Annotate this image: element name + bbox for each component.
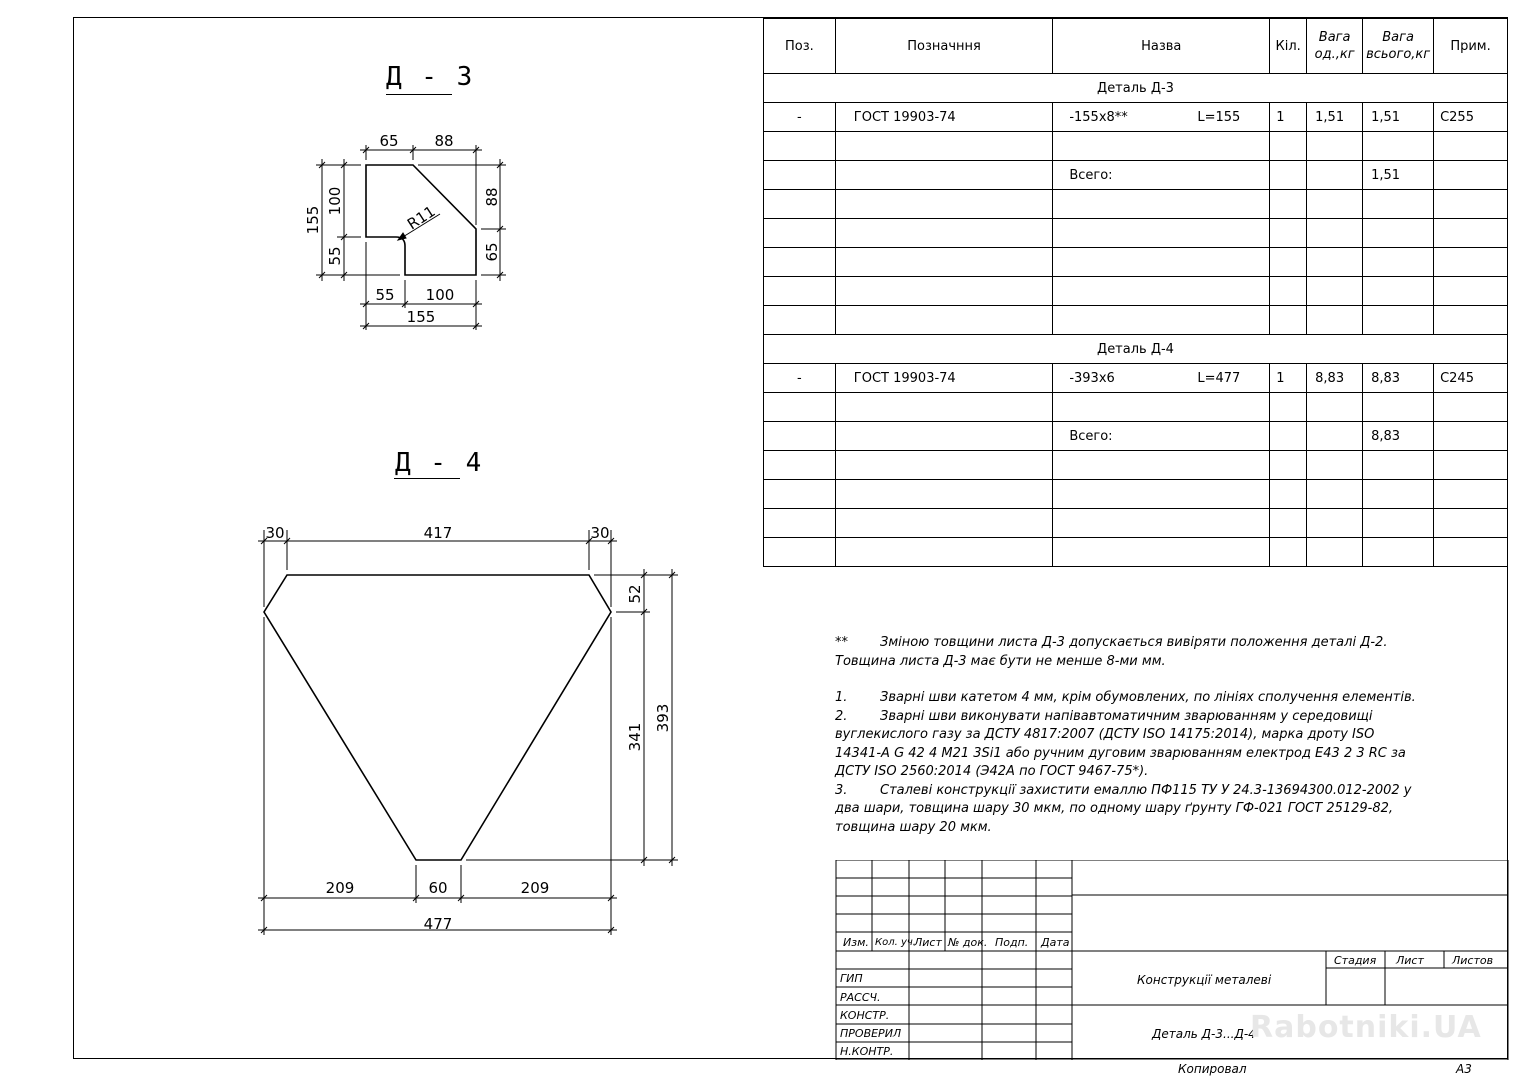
note-3: [835, 782, 1435, 801]
note-2: [835, 708, 1435, 727]
table-row: [764, 509, 1508, 538]
d3-title: Д - 3: [386, 62, 475, 92]
d4-dim-bottom-mid: 60: [428, 879, 448, 897]
d3-title-underline: [386, 94, 452, 95]
note-1-text: Зварні шви катетом 4 мм, крім обумовлених, по лініях сполучення елементів.: [880, 690, 1416, 705]
d4-dim-bottom-right: 209: [520, 879, 550, 897]
header-weight-unit-line1: Вага: [1318, 30, 1351, 45]
d4-outline: [264, 575, 611, 860]
header-weight-total: [1363, 19, 1434, 74]
d4-dim-right-inner: 341: [626, 722, 644, 752]
note-1-num: 1.: [835, 690, 848, 705]
d4-drawing: [250, 515, 690, 940]
table-row: [764, 248, 1508, 277]
section-title-row: [764, 74, 1508, 103]
cell-weight-total: 1,51: [1363, 103, 1434, 132]
d4-dim-right-top: 52: [626, 584, 644, 604]
table-row: [764, 364, 1508, 393]
d3-dim-right-upper: 88: [483, 187, 501, 207]
total-label: Всего:: [1053, 161, 1270, 190]
watermark-logo: Rabotniki.UA: [1250, 1010, 1482, 1045]
total-value: 8,83: [1363, 422, 1434, 451]
cell-designation: ГОСТ 19903-74: [835, 364, 1053, 393]
header-note: Прим.: [1434, 19, 1508, 74]
stamp-col-izm: Изм.: [843, 936, 869, 949]
cell-name-text: -155x8**: [1069, 109, 1128, 125]
cell-length: L=155: [1197, 109, 1241, 125]
d3-dim-bottom-left: 55: [375, 286, 395, 304]
stamp-col-kol-uch: Кол. уч.: [875, 937, 916, 948]
spec-header-row: [764, 19, 1508, 74]
stamp-stage-label: Стадия: [1334, 954, 1377, 967]
note-3-line3: товщина шару 20 мкм.: [835, 819, 992, 835]
cell-weight-total: 8,83: [1363, 364, 1434, 393]
cell-pos: -: [764, 103, 836, 132]
stamp-role-proveril: ПРОВЕРИЛ: [840, 1027, 902, 1040]
section-title-d3: Деталь Д-3: [764, 74, 1508, 103]
d3-dim-left-upper: 100: [326, 186, 344, 216]
header-weight-total-line2: всього,кг: [1366, 47, 1431, 62]
table-row: [764, 306, 1508, 335]
d4-title: Д - 4: [395, 448, 484, 478]
stamp-role-konstr: КОНСТР.: [840, 1009, 890, 1022]
note-3-line2: два шари, товщина шару 30 мкм, по одному шару ґрунту ГФ-021 ГОСТ 25129-82,: [835, 801, 1394, 816]
note-3-line1: Сталеві конструкції захистити емаллю ПФ115 ТУ У 24.3-13694300.012-2002 у: [880, 782, 1412, 798]
header-weight-total-line1: Вага: [1382, 30, 1414, 45]
header-qty: Кіл.: [1270, 19, 1307, 74]
header-pos: Поз.: [764, 19, 836, 74]
table-row: [764, 480, 1508, 509]
d3-dim-bottom-total: 155: [406, 308, 436, 326]
specification-table: [763, 18, 1508, 567]
d3-drawing: [295, 125, 525, 335]
d3-radius-label: R11: [403, 202, 439, 234]
stamp-col-list: Лист: [914, 936, 942, 949]
general-notes: [835, 634, 1435, 837]
stamp-role-gip: ГИП: [840, 972, 863, 985]
d3-dim-left-total: 155: [304, 205, 322, 235]
d3-dim-left-lower: 55: [326, 246, 344, 266]
stamp-drawing-name: Деталь Д-3...Д-4: [1152, 1027, 1256, 1041]
header-name: Назва: [1053, 19, 1270, 74]
section-title-row: [764, 335, 1508, 364]
d3-dim-top-left: 65: [379, 132, 399, 150]
table-row: [764, 422, 1508, 451]
stamp-col-podp: Подп.: [995, 936, 1029, 949]
d3-dim-bottom-right: 100: [425, 286, 455, 304]
copied-label: Копировал: [1178, 1062, 1247, 1076]
note-star-text1: Зміною товщини листа Д-3 допускається вивіряти положення деталі Д-2.: [880, 635, 1388, 650]
table-row: [764, 451, 1508, 480]
cell-name: [1053, 103, 1270, 132]
note-2-num: 2.: [835, 708, 848, 724]
d3-dim-right-lower: 65: [483, 242, 501, 262]
cell-name-text: -393x6: [1069, 370, 1115, 386]
note-2-line1: Зварні шви виконувати напівавтоматичним зварюванням у середовищі: [880, 708, 1373, 724]
d4-dim-right-total: 393: [654, 703, 672, 733]
cell-designation: ГОСТ 19903-74: [835, 103, 1053, 132]
cell-qty: 1: [1270, 364, 1307, 393]
stamp-sheets-label: Листов: [1452, 954, 1494, 967]
note-star-marker: **: [835, 635, 848, 650]
table-row: [764, 132, 1508, 161]
cell-name: [1053, 364, 1270, 393]
table-row: [764, 219, 1508, 248]
stamp-object-name: Конструкції металеві: [1137, 973, 1272, 987]
section-title-d4: Деталь Д-4: [764, 335, 1508, 364]
header-designation: Позначння: [835, 19, 1053, 74]
cell-note: С255: [1434, 103, 1508, 132]
stamp-role-rassch: РАССЧ.: [840, 991, 881, 1004]
table-row: [764, 103, 1508, 132]
total-value: 1,51: [1363, 161, 1434, 190]
table-row: [764, 190, 1508, 219]
note-1: [835, 689, 1435, 708]
d4-dim-top-right: 30: [590, 524, 610, 542]
stamp-role-n-kontr: Н.КОНТР.: [840, 1045, 894, 1058]
stamp-sheet-label: Лист: [1396, 954, 1424, 967]
note-2-line2: вуглекислого газу за ДСТУ 4817:2007 (ДСТУ ISO 14175:2014), марка дроту ISO: [835, 727, 1375, 742]
d4-title-underline: [394, 478, 460, 479]
total-label: Всего:: [1053, 422, 1270, 451]
note-star-line2: Товщина листа Д-3 має бути не менше 8-ми мм.: [835, 653, 1166, 669]
cell-qty: 1: [1270, 103, 1307, 132]
note-3-num: 3.: [835, 782, 848, 798]
d4-dim-top-mid: 417: [423, 524, 453, 542]
header-weight-unit: [1307, 19, 1363, 74]
cell-weight-unit: 8,83: [1307, 364, 1363, 393]
d4-dim-top-left: 30: [265, 524, 285, 542]
note-2-line3: 14341-A G 42 4 M21 3Si1 або ручним дуговим зварюванням електрод Е43 2 3 RC за: [835, 745, 1406, 761]
table-row: [764, 277, 1508, 306]
table-row: [764, 538, 1508, 567]
cell-note: С245: [1434, 364, 1508, 393]
stamp-col-data: Дата: [1041, 936, 1070, 949]
stamp-col-doc: № док.: [948, 936, 988, 949]
cell-length: L=477: [1197, 370, 1241, 386]
d4-dim-bottom-left: 209: [325, 879, 355, 897]
cell-weight-unit: 1,51: [1307, 103, 1363, 132]
d3-dim-top-right: 88: [434, 132, 454, 150]
note-star-line1: [835, 634, 1435, 653]
cell-pos: -: [764, 364, 836, 393]
note-2-line4: ДСТУ ISO 2560:2014 (Э42А по ГОСТ 9467-75*).: [835, 764, 1149, 779]
table-row: [764, 393, 1508, 422]
d4-dim-bottom-total: 477: [423, 915, 453, 933]
table-row: [764, 161, 1508, 190]
header-weight-unit-line2: од.,кг: [1314, 47, 1355, 62]
format-label: А3: [1456, 1062, 1472, 1076]
